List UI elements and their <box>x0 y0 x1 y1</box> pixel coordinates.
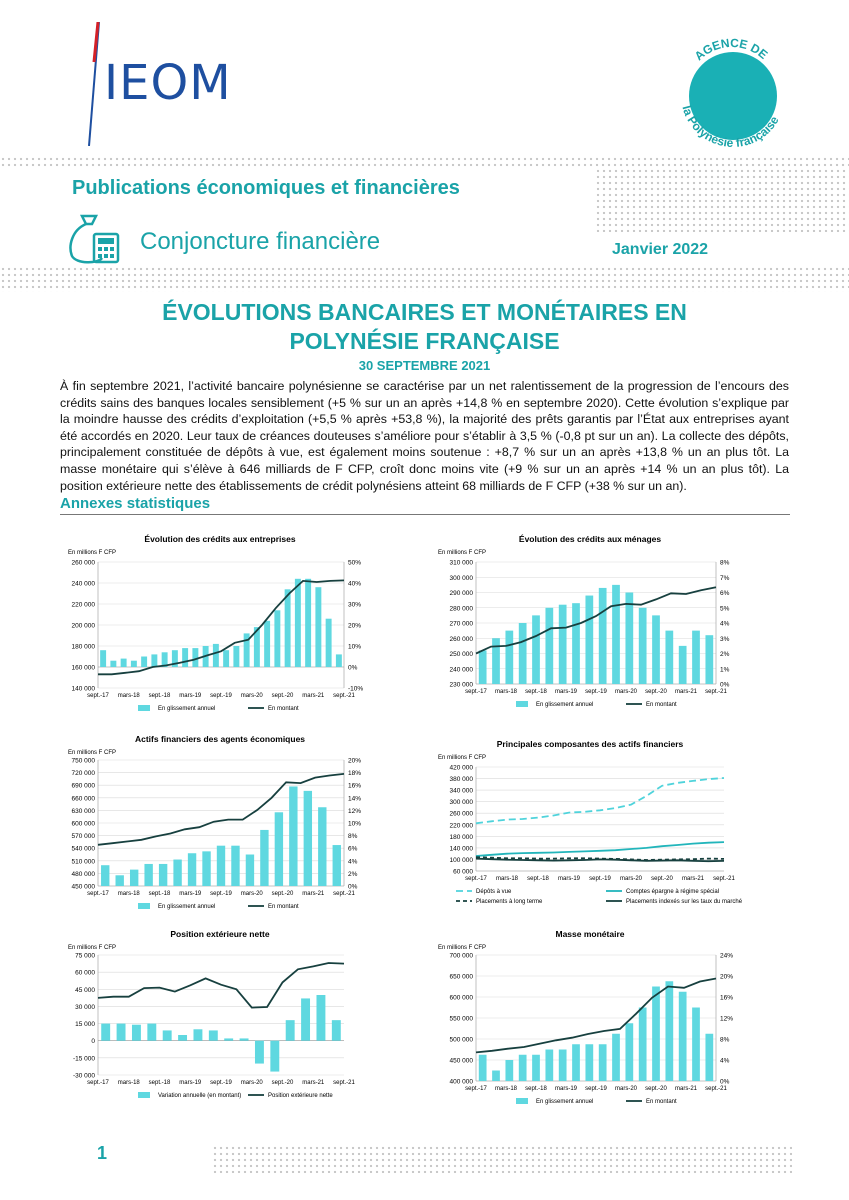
bar <box>559 1050 567 1082</box>
chart-title: Masse monétaire <box>555 929 625 939</box>
bar <box>240 1038 249 1040</box>
y-tick-label: 450 000 <box>71 883 95 891</box>
x-tick-label: mars-20 <box>619 876 643 882</box>
bar <box>163 1030 172 1040</box>
y-tick-label: 180 000 <box>71 643 95 651</box>
bar <box>246 855 254 887</box>
y-tick-label: 400 000 <box>449 1078 473 1086</box>
legend-label: Dépôts à vue <box>476 889 512 895</box>
chart-masse-monetaire <box>430 925 750 1120</box>
bar <box>295 579 301 667</box>
bar <box>231 846 239 886</box>
y-tick-label: 340 000 <box>449 787 473 795</box>
bar <box>110 661 116 667</box>
x-tick-label: mars-18 <box>495 876 519 882</box>
y-tick-label: 650 000 <box>449 973 473 981</box>
x-tick-label: mars-19 <box>557 876 581 882</box>
x-tick-label: mars-18 <box>117 693 140 699</box>
bar <box>316 995 325 1041</box>
bar <box>285 589 291 667</box>
legend-label: En glissement annuel <box>536 1099 594 1105</box>
legend-label: Placements indexés sur les taux du marché <box>626 899 743 905</box>
bar <box>270 1041 279 1072</box>
bar <box>492 638 500 684</box>
legend-label: En montant <box>646 702 677 708</box>
x-tick-label: mars-19 <box>179 693 202 699</box>
x-tick-label: sept.-21 <box>705 1086 727 1092</box>
bar <box>532 615 540 684</box>
y2-tick-label: 12% <box>348 807 362 815</box>
y-tick-label: 750 000 <box>71 757 95 765</box>
y-tick-label: 720 000 <box>71 770 95 778</box>
y-tick-label: 480 000 <box>71 870 95 878</box>
y2-tick-label: 7% <box>720 574 730 582</box>
x-tick-label: sept.-18 <box>525 689 547 695</box>
y2-tick-label: 3% <box>720 635 730 643</box>
x-tick-label: sept.-21 <box>713 876 735 882</box>
page-title-line2: POLYNÉSIE FRANÇAISE <box>289 328 560 354</box>
bar <box>274 610 280 667</box>
legend-label: Variation annuelle (en montant) <box>158 1093 242 1099</box>
chart-actifs-financiers <box>60 730 380 920</box>
bar <box>304 791 312 886</box>
bar <box>289 786 297 886</box>
y2-tick-label: 50% <box>348 559 362 567</box>
legend-swatch <box>138 1092 150 1098</box>
x-tick-label: mars-18 <box>117 1080 140 1086</box>
y-tick-label: 220 000 <box>449 822 473 830</box>
x-tick-label: mars-19 <box>554 1086 578 1092</box>
bar <box>192 648 198 667</box>
bar <box>315 587 321 667</box>
bar <box>665 631 673 684</box>
x-tick-label: mars-20 <box>240 1080 263 1086</box>
bar <box>532 1055 540 1081</box>
legend-label: Position extérieure nette <box>268 1093 333 1099</box>
x-tick-label: sept.-20 <box>651 876 673 882</box>
y2-tick-label: 0% <box>348 883 358 891</box>
y-tick-label: 260 000 <box>449 810 473 818</box>
x-tick-label: mars-21 <box>302 1080 325 1086</box>
intro-paragraph: À fin septembre 2021, l’activité bancaire polynésienne se caractérise par un net ralentissement de la progression de l’encours des crédits sains des banques locales sensiblement (+5 % sur un an après +14,8 % en septembre 2020). Cette évolution s’explique par la moindre hausse des crédits d’exploitation (+5,5 % après +53,8 %), la majorité des prêts garantis par l’État aux entreprises ayant été accordés en 2020. Leur taux de créances douteuses s’améliore pour s’établir à 3,5 % (-0,8 pt sur un an). La collecte des dépôts, principalement constituée de dépôts à vue, est également moins soutenue : +8,7 % sur un an après +13,8 % un an plus tôt. La masse monétaire qui s’élève à 646 milliards de F CFP, croît donc moins vite (+9 % sur un an après +14 % un an plus tôt). La position extérieure nette des établissements de crédit polynésiens atteint 68 milliards de F CFP (+38 % sur un an). <box>60 379 789 493</box>
legend-label: Placements à long terme <box>476 899 543 905</box>
bar <box>101 865 109 886</box>
x-tick-label: sept.-19 <box>585 689 607 695</box>
y2-tick-label: 8% <box>720 559 730 567</box>
bar <box>275 812 283 886</box>
y2-tick-label: 6% <box>720 590 730 597</box>
y-tick-label: 270 000 <box>449 620 473 628</box>
section-title: Conjoncture financière <box>140 228 381 255</box>
bar <box>652 987 660 1082</box>
y-tick-label: 700 000 <box>449 952 473 960</box>
bar <box>141 657 147 668</box>
x-tick-label: sept.-19 <box>210 1080 232 1086</box>
bar <box>545 1050 553 1082</box>
bar <box>224 1038 233 1040</box>
bar <box>117 1024 126 1041</box>
bar <box>193 1029 202 1040</box>
y2-tick-label: -10% <box>348 685 364 693</box>
logo-text: IEOM <box>104 55 232 111</box>
x-tick-label: sept.-18 <box>148 693 171 699</box>
y-tick-label: -30 000 <box>72 1072 95 1080</box>
x-tick-label: sept.-20 <box>271 1080 294 1086</box>
bar <box>505 1060 513 1081</box>
x-tick-label: sept.-21 <box>333 891 355 897</box>
x-tick-label: sept.-21 <box>333 693 355 699</box>
bar <box>585 596 593 684</box>
bar <box>559 605 567 684</box>
chart-credits-entreprises <box>60 530 380 730</box>
bar <box>572 1044 580 1081</box>
y-tick-label: 600 000 <box>449 994 473 1002</box>
legend-label: En glissement annuel <box>158 904 216 910</box>
bar <box>692 631 700 684</box>
x-tick-label: sept.-17 <box>87 891 109 897</box>
bar <box>585 1044 593 1081</box>
series-line <box>476 778 724 823</box>
y2-tick-label: 18% <box>348 770 362 778</box>
x-tick-label: sept.-18 <box>527 876 549 882</box>
annex-divider <box>60 514 790 515</box>
y2-tick-label: 0% <box>720 1078 730 1086</box>
bar <box>260 830 268 886</box>
x-tick-label: sept.-21 <box>705 689 727 695</box>
bar <box>255 1041 264 1064</box>
bar <box>188 853 196 886</box>
y2-tick-label: 4% <box>720 1057 730 1065</box>
y-tick-label: 280 000 <box>449 605 473 613</box>
legend-label: En montant <box>268 706 299 712</box>
dot-pattern-footer <box>212 1145 792 1173</box>
chart-title: Position extérieure nette <box>170 929 270 939</box>
x-tick-label: mars-18 <box>117 891 140 897</box>
bar <box>639 1008 647 1082</box>
page-number: 1 <box>97 1143 108 1163</box>
x-tick-label: mars-20 <box>614 689 638 695</box>
bar <box>505 631 513 684</box>
bar <box>479 1055 487 1081</box>
bar <box>318 807 326 886</box>
chart-title: Évolution des crédits aux entreprises <box>144 534 296 544</box>
y-tick-label: 230 000 <box>449 681 473 689</box>
y-tick-label: 290 000 <box>449 590 473 597</box>
y2-tick-label: 20% <box>348 622 362 630</box>
y-tick-label: 260 000 <box>449 635 473 643</box>
bar <box>121 659 127 667</box>
x-tick-label: mars-19 <box>179 1080 202 1086</box>
bar <box>264 621 270 667</box>
y2-tick-label: 2% <box>348 870 358 878</box>
x-tick-label: sept.-18 <box>148 1080 171 1086</box>
legend-label: En montant <box>268 904 299 910</box>
agency-stamp <box>657 20 807 170</box>
chart-position-exterieure <box>60 925 380 1120</box>
bar <box>159 864 167 886</box>
y-tick-label: 510 000 <box>71 858 95 866</box>
bar <box>147 1024 156 1041</box>
money-bag-calculator-icon <box>66 212 122 266</box>
report-date: 30 SEPTEMBRE 2021 <box>358 358 491 373</box>
y2-tick-label: 2% <box>720 651 730 658</box>
bar <box>692 1008 700 1082</box>
y-tick-label: 540 000 <box>71 845 95 853</box>
x-tick-label: sept.-17 <box>465 689 487 695</box>
unit-label: En millions F CFP <box>68 550 117 556</box>
unit-label: En millions F CFP <box>68 945 117 951</box>
y-tick-label: 30 000 <box>75 1003 95 1011</box>
y-tick-label: 300 000 <box>449 574 473 582</box>
bar <box>599 1044 607 1081</box>
y-tick-label: 220 000 <box>71 601 95 609</box>
bar <box>679 646 687 684</box>
y-tick-label: 140 000 <box>449 845 473 853</box>
y-tick-label: 60 000 <box>75 969 95 977</box>
x-tick-label: mars-21 <box>302 891 325 897</box>
y-tick-label: 60 000 <box>453 868 473 876</box>
publication-title: Publications économiques et financières <box>72 177 460 199</box>
bar <box>705 1034 713 1081</box>
y-tick-label: 160 000 <box>71 664 95 672</box>
y-tick-label: 260 000 <box>71 559 95 567</box>
y-tick-label: 380 000 <box>449 776 473 784</box>
unit-label: En millions F CFP <box>438 550 487 556</box>
y-tick-label: 690 000 <box>71 782 95 790</box>
bar <box>116 875 124 886</box>
y2-tick-label: 4% <box>720 620 730 628</box>
series-line <box>476 587 716 653</box>
y-tick-label: 630 000 <box>71 807 95 815</box>
bar <box>599 588 607 684</box>
bar <box>305 579 311 667</box>
y2-tick-label: 20% <box>348 757 362 765</box>
x-tick-label: sept.-19 <box>589 876 611 882</box>
x-tick-label: mars-20 <box>240 891 263 897</box>
y-tick-label: 310 000 <box>449 559 473 567</box>
x-tick-label: mars-18 <box>494 689 518 695</box>
page-title-line1: ÉVOLUTIONS BANCAIRES ET MONÉTAIRES EN <box>162 299 687 325</box>
bar <box>173 860 181 886</box>
bar <box>326 619 332 667</box>
chart-composantes-actifs <box>430 735 750 925</box>
y2-tick-label: 4% <box>348 858 358 866</box>
x-tick-label: sept.-19 <box>585 1086 607 1092</box>
y-tick-label: 45 000 <box>75 986 95 994</box>
bar <box>144 864 152 886</box>
bar <box>572 603 580 684</box>
dot-pattern-right <box>595 168 849 232</box>
bar <box>223 650 229 667</box>
x-tick-label: sept.-19 <box>210 693 232 699</box>
x-tick-label: sept.-20 <box>645 689 667 695</box>
bar <box>151 654 157 667</box>
y-tick-label: 600 000 <box>71 820 95 828</box>
y2-tick-label: 10% <box>348 643 362 651</box>
y2-tick-label: 0% <box>348 664 358 672</box>
chart-credits-menages <box>430 530 750 730</box>
page-title <box>0 298 849 356</box>
bar <box>178 1035 187 1041</box>
bar <box>519 623 527 684</box>
y2-tick-label: 10% <box>348 820 362 828</box>
x-tick-label: mars-19 <box>554 689 578 695</box>
y-tick-label: 75 000 <box>75 952 95 960</box>
y2-tick-label: 30% <box>348 601 362 609</box>
y2-tick-label: 12% <box>720 1015 734 1023</box>
x-tick-label: sept.-18 <box>148 891 171 897</box>
bar <box>625 593 633 685</box>
bar <box>705 635 713 684</box>
bar <box>182 648 188 667</box>
y-tick-label: 660 000 <box>71 795 95 803</box>
x-tick-label: sept.-17 <box>465 876 487 882</box>
y2-tick-label: 8% <box>720 1036 730 1044</box>
x-tick-label: mars-18 <box>494 1086 518 1092</box>
bar <box>652 615 660 684</box>
y-tick-label: 100 000 <box>449 856 473 864</box>
x-tick-label: mars-21 <box>674 689 698 695</box>
y2-tick-label: 40% <box>348 580 362 588</box>
y-tick-label: 450 000 <box>449 1057 473 1065</box>
y-tick-label: 200 000 <box>71 622 95 630</box>
y-tick-label: 15 000 <box>75 1021 95 1029</box>
series-line <box>476 842 724 856</box>
bar <box>130 870 138 886</box>
unit-label: En millions F CFP <box>438 755 487 761</box>
publication-date: Janvier 2022 <box>612 241 709 258</box>
x-tick-label: sept.-20 <box>271 693 294 699</box>
stamp-top-text: AGENCE DE <box>691 35 771 64</box>
bar <box>209 1030 218 1040</box>
x-tick-label: sept.-17 <box>87 1080 109 1086</box>
y2-tick-label: 20% <box>720 973 734 981</box>
bar <box>625 1023 633 1081</box>
bar <box>301 998 310 1040</box>
y2-tick-label: 24% <box>720 952 734 960</box>
bar <box>132 1025 141 1041</box>
y2-tick-label: 16% <box>720 994 734 1002</box>
y-tick-label: 240 000 <box>71 580 95 588</box>
x-tick-label: sept.-18 <box>525 1086 547 1092</box>
x-tick-label: sept.-19 <box>210 891 232 897</box>
bar <box>545 608 553 684</box>
bar <box>679 992 687 1081</box>
bar <box>202 851 210 886</box>
unit-label: En millions F CFP <box>438 945 487 951</box>
x-tick-label: mars-20 <box>614 1086 638 1092</box>
legend-swatch <box>516 1098 528 1104</box>
bar <box>612 585 620 684</box>
legend-label: En glissement annuel <box>536 702 594 708</box>
bar <box>332 1020 341 1041</box>
bar <box>131 661 137 667</box>
x-tick-label: mars-21 <box>302 693 325 699</box>
chart-title: Principales composantes des actifs financiers <box>496 739 684 749</box>
x-tick-label: sept.-20 <box>271 891 294 897</box>
legend-swatch <box>138 903 150 909</box>
bar <box>213 644 219 667</box>
annex-title: Annexes statistiques <box>60 495 211 512</box>
legend-label: En glissement annuel <box>158 706 216 712</box>
bar <box>479 650 487 684</box>
bar <box>665 981 673 1081</box>
logo-mark-icon <box>85 22 103 146</box>
y-tick-label: 500 000 <box>449 1036 473 1044</box>
bar <box>336 654 342 667</box>
y-tick-label: 570 000 <box>71 833 95 841</box>
y-tick-label: 240 000 <box>449 666 473 674</box>
x-tick-label: sept.-17 <box>87 693 109 699</box>
y-tick-label: 140 000 <box>71 685 95 693</box>
chart-title: Évolution des crédits aux ménages <box>518 534 662 544</box>
bar <box>612 1034 620 1081</box>
x-tick-label: mars-21 <box>674 1086 698 1092</box>
x-tick-label: mars-19 <box>179 891 202 897</box>
y2-tick-label: 1% <box>720 666 730 674</box>
y2-tick-label: 6% <box>348 845 358 853</box>
x-tick-label: mars-21 <box>681 876 705 882</box>
x-tick-label: sept.-20 <box>645 1086 667 1092</box>
y2-tick-label: 16% <box>348 782 362 790</box>
legend-label: Comptes épargne à régime spécial <box>626 889 720 895</box>
bar <box>286 1020 295 1041</box>
y2-tick-label: 0% <box>720 681 730 689</box>
bar <box>519 1055 527 1081</box>
bar <box>101 1024 110 1041</box>
y-tick-label: 420 000 <box>449 764 473 772</box>
dot-pattern-mid <box>0 266 849 292</box>
unit-label: En millions F CFP <box>68 750 117 756</box>
y-tick-label: 550 000 <box>449 1015 473 1023</box>
x-tick-label: mars-20 <box>240 693 263 699</box>
bar <box>233 646 239 667</box>
bar <box>639 608 647 684</box>
y-tick-label: 300 000 <box>449 799 473 807</box>
y-tick-label: -15 000 <box>72 1055 95 1063</box>
bar <box>100 650 106 667</box>
x-tick-label: sept.-21 <box>333 1080 355 1086</box>
chart-title: Actifs financiers des agents économiques <box>134 734 306 744</box>
stamp-bottom-text: la Polynésie française <box>679 104 782 151</box>
y-tick-label: 180 000 <box>449 833 473 841</box>
y2-tick-label: 8% <box>348 833 358 841</box>
y2-tick-label: 14% <box>348 795 362 803</box>
legend-swatch <box>516 701 528 707</box>
y-tick-label: 0 <box>91 1038 95 1046</box>
bar <box>333 845 341 886</box>
legend-swatch <box>138 705 150 711</box>
y-tick-label: 250 000 <box>449 651 473 658</box>
bar <box>492 1071 500 1082</box>
legend-label: En montant <box>646 1099 677 1105</box>
bar <box>217 846 225 886</box>
x-tick-label: sept.-17 <box>465 1086 487 1092</box>
y2-tick-label: 5% <box>720 605 730 613</box>
